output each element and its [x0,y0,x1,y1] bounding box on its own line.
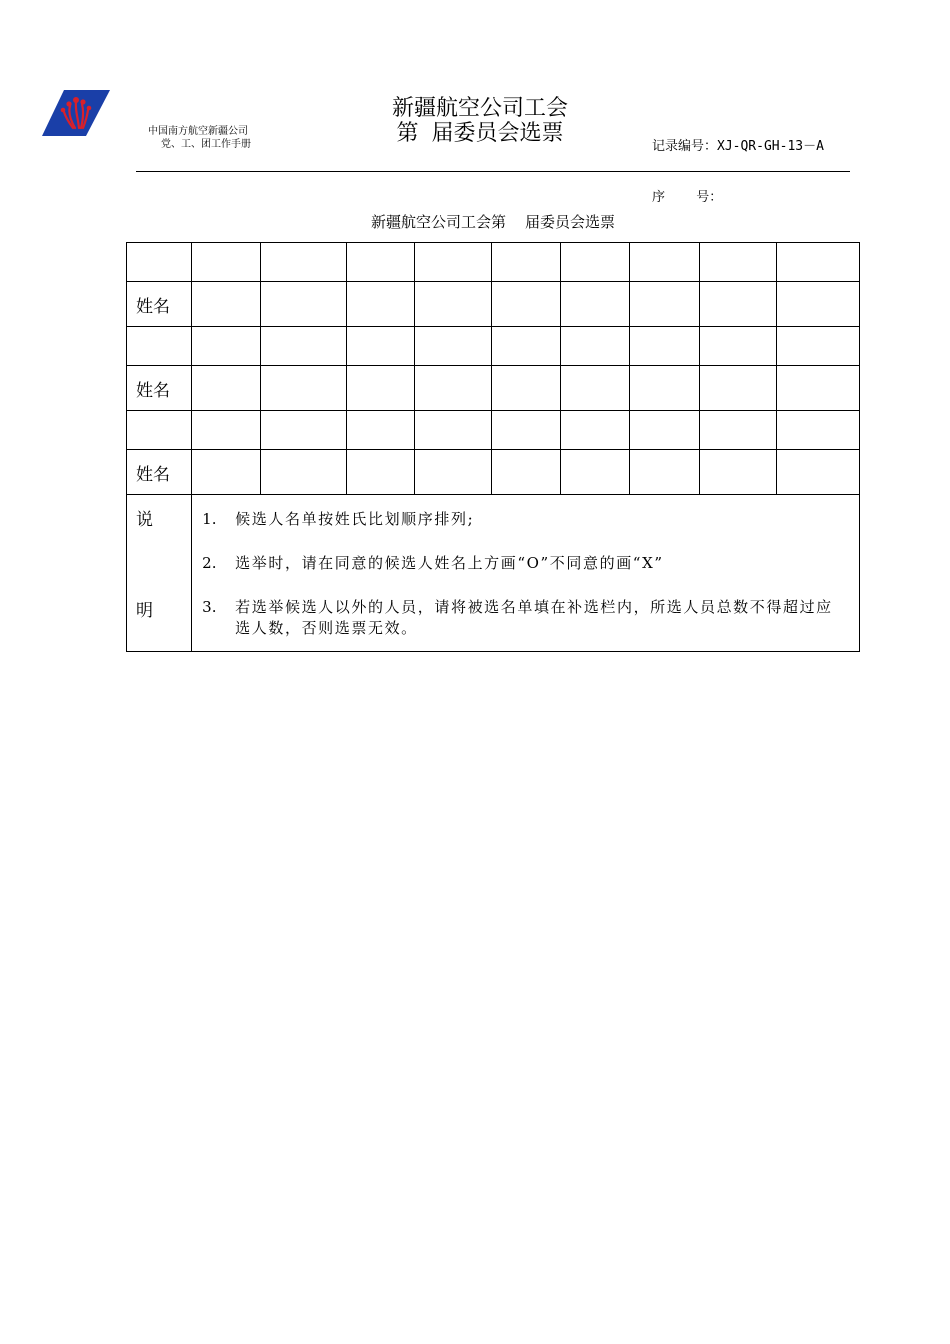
instruction-number: 3. [202,598,217,616]
mark-cell[interactable] [491,327,560,366]
name-cell [491,366,560,411]
china-southern-airlines-logo [42,88,110,136]
name-cell [699,282,776,327]
mark-cell[interactable] [192,327,261,366]
mark-row [127,411,860,450]
name-cell [699,450,776,495]
name-cell [192,366,261,411]
mark-cell [127,243,192,282]
name-cell [776,366,859,411]
name-label: 姓名 [127,450,192,495]
name-cell [776,450,859,495]
ballot-table [126,242,860,652]
name-cell [699,366,776,411]
instructions-label [127,495,192,652]
mark-cell[interactable] [414,327,491,366]
instruction-number: 2. [202,554,217,572]
name-cell [261,450,346,495]
mark-cell[interactable] [346,411,414,450]
name-cell [630,282,699,327]
organization-name [148,125,251,151]
name-cell [414,366,491,411]
mark-cell [127,327,192,366]
name-label: 姓名 [127,282,192,327]
mark-cell[interactable] [561,243,630,282]
name-cell [630,450,699,495]
name-cell [414,282,491,327]
mark-cell[interactable] [491,243,560,282]
name-label: 姓名 [127,366,192,411]
name-cell [261,366,346,411]
name-cell [261,282,346,327]
name-cell [192,282,261,327]
instructions-list [192,495,860,652]
header-divider [136,171,850,172]
mark-cell[interactable] [630,327,699,366]
instruction-number: 1. [202,510,217,528]
mark-cell[interactable] [776,243,859,282]
name-cell [776,282,859,327]
mark-cell[interactable] [261,327,346,366]
instruction-item [202,509,849,530]
name-cell [491,282,560,327]
mark-cell [127,411,192,450]
name-cell [491,450,560,495]
mark-cell[interactable] [346,243,414,282]
instructions-label-top: 说 [136,510,153,530]
mark-cell[interactable] [346,327,414,366]
mark-cell[interactable] [630,411,699,450]
mark-cell[interactable] [776,411,859,450]
instructions-label-bottom: 明 [136,601,153,621]
mark-cell[interactable] [491,411,560,450]
mark-cell[interactable] [561,327,630,366]
name-row [127,282,860,327]
name-cell [192,450,261,495]
mark-cell[interactable] [699,327,776,366]
instruction-text: 若选举候选人以外的人员，请将被选名单填在补选栏内，所选人员总数不得超过应选人数，否则选票无效。 [235,598,833,637]
mark-cell[interactable] [414,243,491,282]
mark-row [127,243,860,282]
mark-cell[interactable] [192,411,261,450]
mark-cell[interactable] [561,411,630,450]
mark-cell[interactable] [414,411,491,450]
name-cell [346,366,414,411]
title-line-1: 新疆航空公司工会 [391,96,568,121]
instruction-text: 候选人名单按姓氏比划顺序排列; [235,510,475,528]
mark-cell[interactable] [699,243,776,282]
name-cell [561,450,630,495]
mark-cell[interactable] [699,411,776,450]
instructions-row [127,495,860,652]
name-cell [346,282,414,327]
ballot-title: 新疆航空公司工会第 届委员会选票 [370,213,616,231]
mark-row [127,327,860,366]
record-number: 记录编号：XJ-QR-GH-13－A [652,139,824,154]
instruction-item [202,597,849,639]
org-line-2: 党、工、团工作手册 [161,139,251,150]
instruction-text: 选举时，请在同意的候选人姓名上方画“O”不同意的画“X” [235,554,664,572]
serial-number: 序 号： [652,190,723,205]
mark-cell[interactable] [630,243,699,282]
title-line-2: 第 届委员会选票 [396,121,564,146]
page-title [360,96,600,146]
org-line-1: 中国南方航空新疆公司 [148,126,248,137]
name-row [127,450,860,495]
name-cell [630,366,699,411]
name-cell [561,282,630,327]
name-row [127,366,860,411]
mark-cell[interactable] [261,243,346,282]
name-cell [414,450,491,495]
instruction-item [202,553,849,574]
name-cell [346,450,414,495]
mark-cell[interactable] [776,327,859,366]
mark-cell[interactable] [192,243,261,282]
record-info [652,104,824,223]
mark-cell[interactable] [261,411,346,450]
name-cell [561,366,630,411]
